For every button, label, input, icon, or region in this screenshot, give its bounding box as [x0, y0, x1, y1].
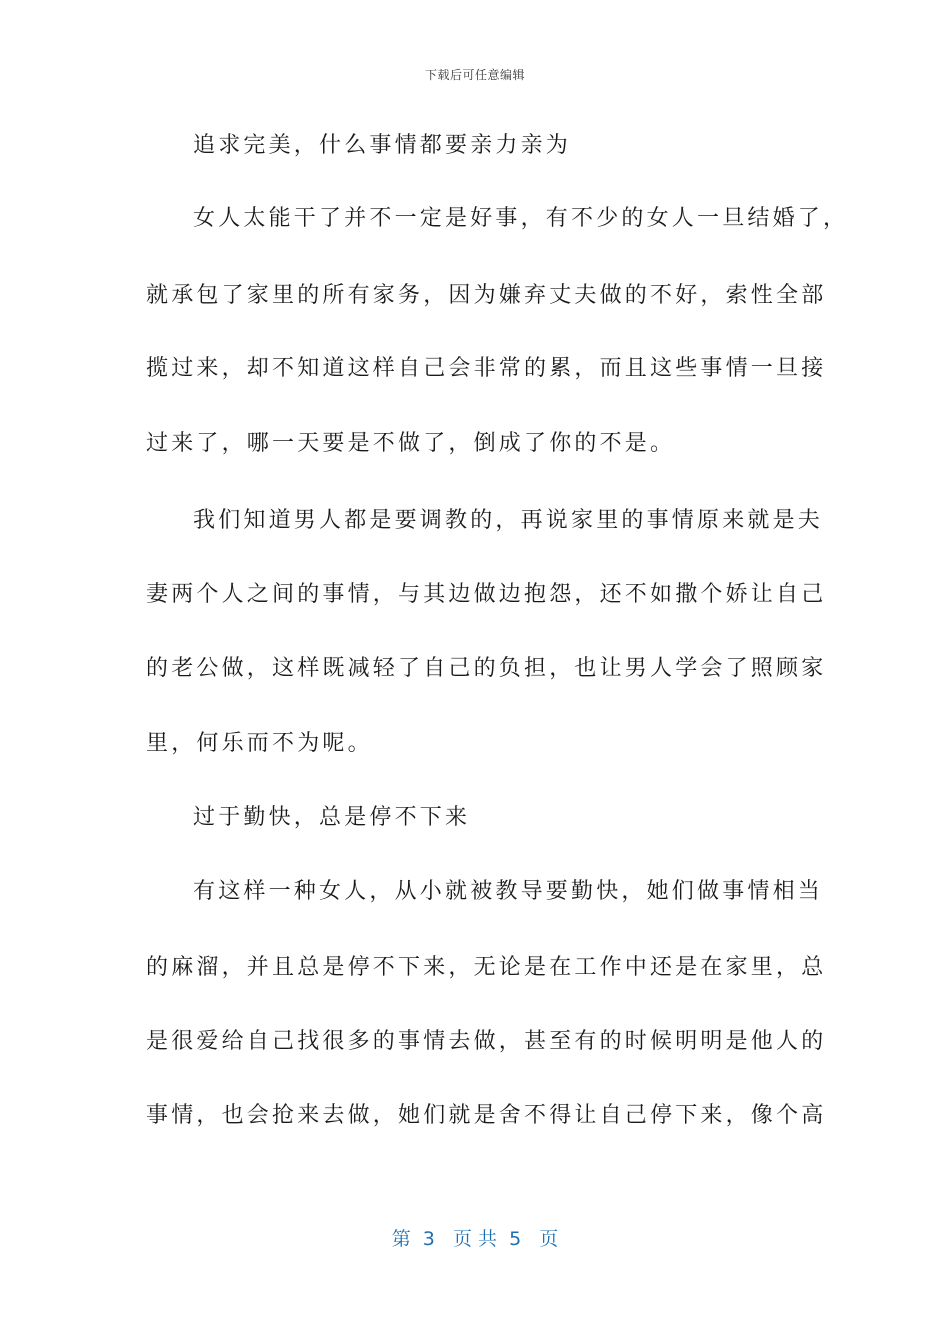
paragraph-line: 女人太能干了并不一定是好事，有不少的女人一旦结婚了， [193, 206, 849, 231]
paragraph-line: 过来了，哪一天要是不做了，倒成了你的不是。 [146, 431, 676, 456]
paragraph-line: 里，何乐而不为呢。 [146, 731, 373, 756]
section-heading: 过于勤快，总是停不下来 [193, 805, 471, 830]
paragraph-line: 妻两个人之间的事情，与其边做边抱怨，还不如撒个娇让自己 [146, 582, 827, 607]
paragraph-line: 的麻溜，并且总是停不下来，无论是在工作中还是在家里，总 [146, 955, 827, 980]
paragraph-line: 揽过来，却不知道这样自己会非常的累，而且这些事情一旦接 [146, 356, 827, 381]
page-number-footer: 第 3 页 共 5 页 [391, 1228, 559, 1250]
section-heading: 追求完美，什么事情都要亲力亲为 [193, 133, 572, 158]
paragraph-line: 的老公做，这样既减轻了自己的负担，也让男人学会了照顾家 [146, 656, 827, 681]
paragraph-line: 就承包了家里的所有家务，因为嫌弃丈夫做的不好，索性全部 [146, 283, 827, 308]
paragraph-line: 是很爱给自己找很多的事情去做，甚至有的时候明明是他人的 [146, 1029, 827, 1054]
paragraph-line: 我们知道男人都是要调教的，再说家里的事情原来就是夫 [193, 508, 824, 533]
paragraph-line: 事情，也会抢来去做，她们就是舍不得让自己停下来，像个高 [146, 1103, 827, 1128]
paragraph-line: 有这样一种女人，从小就被教导要勤快，她们做事情相当 [193, 879, 824, 904]
header-note: 下载后可任意编辑 [424, 68, 525, 82]
